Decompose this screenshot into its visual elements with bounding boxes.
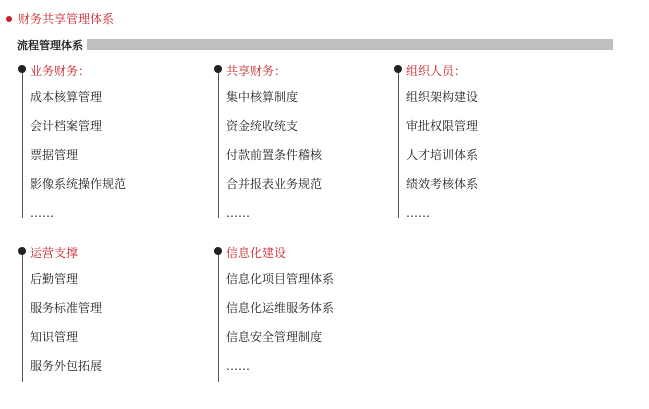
page-title xyxy=(6,10,114,27)
bullet-dot-icon xyxy=(18,65,26,73)
section-header xyxy=(17,38,613,51)
list-item: 审批权限管理 xyxy=(406,119,479,133)
list-item: …… xyxy=(30,206,54,220)
list-item: …… xyxy=(226,206,250,220)
category-heading: 组织人员： xyxy=(406,64,467,78)
category-heading: 业务财务： xyxy=(30,64,91,78)
timeline-line xyxy=(398,66,399,218)
list-item: 影像系统操作规范 xyxy=(30,177,127,191)
category-list xyxy=(30,271,102,387)
list-item: 组织架构建设 xyxy=(406,90,479,104)
category-list xyxy=(30,89,126,234)
bullet-dot-icon xyxy=(394,65,402,73)
category-operations-support xyxy=(18,244,168,384)
list-item: 后勤管理 xyxy=(30,272,79,286)
list-item: 票据管理 xyxy=(30,148,79,162)
list-item: 人才培训体系 xyxy=(406,148,479,162)
title-bullet-icon xyxy=(6,16,12,22)
section-label: 流程管理体系 xyxy=(17,38,83,52)
timeline-line xyxy=(22,66,23,218)
category-list xyxy=(226,89,322,234)
list-item: 绩效考核体系 xyxy=(406,177,479,191)
category-it-construction xyxy=(214,244,364,384)
list-item: 成本核算管理 xyxy=(30,90,103,104)
list-item: 资金统收统支 xyxy=(226,119,299,133)
list-item: 信息化项目管理体系 xyxy=(226,272,335,286)
category-heading: 共享财务： xyxy=(226,64,287,78)
list-item: …… xyxy=(226,359,250,373)
list-item: 信息化运维服务体系 xyxy=(226,301,335,315)
category-organization-personnel xyxy=(394,62,544,222)
list-item: 合并报表业务规范 xyxy=(226,177,323,191)
category-list xyxy=(406,89,478,234)
list-item: …… xyxy=(406,206,430,220)
list-item: 信息安全管理制度 xyxy=(226,330,323,344)
list-item: 会计档案管理 xyxy=(30,119,103,133)
timeline-line xyxy=(218,248,219,382)
section-divider-bar xyxy=(87,39,613,50)
category-shared-finance xyxy=(214,62,364,222)
list-item: 付款前置条件稽核 xyxy=(226,148,323,162)
bullet-dot-icon xyxy=(214,247,222,255)
timeline-line xyxy=(22,248,23,382)
list-item: 服务标准管理 xyxy=(30,301,103,315)
list-item: 服务外包拓展 xyxy=(30,359,103,373)
bullet-dot-icon xyxy=(18,247,26,255)
timeline-line xyxy=(218,66,219,218)
page-title-text: 财务共享管理体系 xyxy=(18,12,115,26)
category-heading: 运营支撑 xyxy=(30,246,79,260)
list-item: 集中核算制度 xyxy=(226,90,299,104)
category-business-finance xyxy=(18,62,168,222)
list-item: 知识管理 xyxy=(30,330,79,344)
category-heading: 信息化建设 xyxy=(226,246,287,260)
bullet-dot-icon xyxy=(214,65,222,73)
category-list xyxy=(226,271,334,387)
